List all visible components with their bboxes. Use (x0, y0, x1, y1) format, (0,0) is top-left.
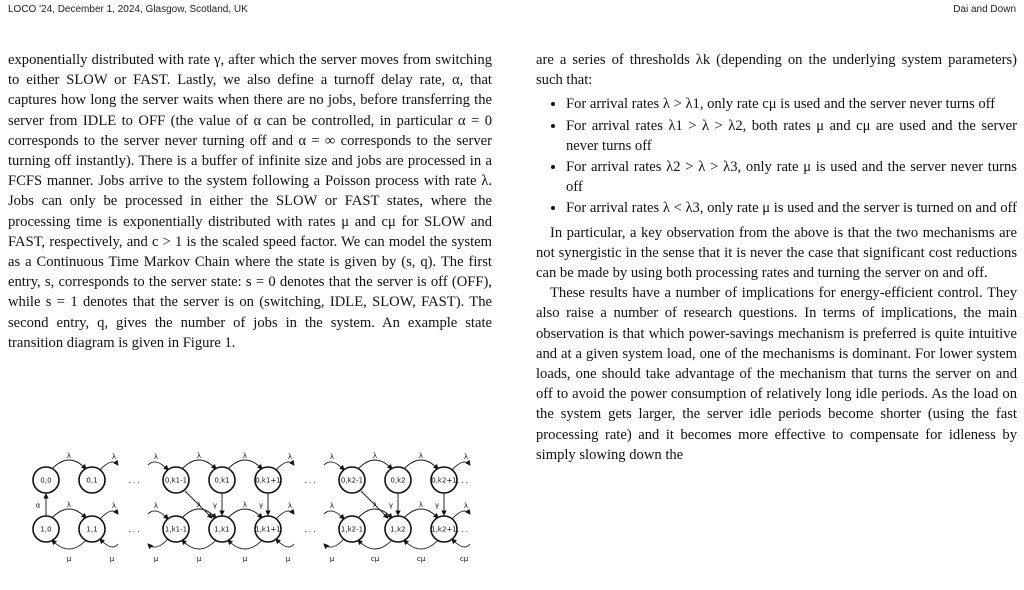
ellipsis: . . . (128, 477, 140, 485)
state-label: 1,0 (40, 525, 52, 534)
right-paragraph-2: These results have a number of implications for energy-efficient control. They also raise a number of research questions. In terms of implications, the main observation is that which power-savings mechanism is preferred is quite intuitive and at a given system load, one of the mechanisms is dominant. For lower system loads, one should take advantage of the mechanism that turns the server on and off to avoid the power consumption of relatively long idle periods. As the load on the system gets larger, the server idle periods become shorter (using the fast processing rate) and it becomes more effective to compensate for idleness by simply slowing down the (536, 285, 1017, 463)
switch-rate-label: γ (212, 501, 218, 510)
service-rate-label: μ (66, 555, 72, 563)
threshold-bullet-3: • For arrival rates λ2 > λ > λ3, only rate μ is used and the server never turns off (566, 157, 1017, 197)
right-column (536, 50, 1017, 465)
arrival-rate-label: λ (372, 452, 378, 460)
service-rate-label: cμ (416, 555, 426, 563)
service-rate-label: cμ (459, 555, 469, 563)
threshold-bullet-4: • For arrival rates λ < λ3, only rate μ is used and the server is turned on and off (566, 198, 1017, 218)
threshold-list (536, 94, 1017, 218)
state-label: 0,k1+1 (255, 476, 281, 485)
arrival-arrow (52, 460, 86, 469)
arrival-arrow (100, 462, 118, 470)
right-paragraph-1: In particular, a key observation from the above is that the two mechanisms are not synergistic in the sense that it is never the case that significant cost reductions can be made by using both processing rates and turning the server on and off. (536, 224, 1017, 282)
threshold-bullet-2: • For arrival rates λ1 > λ > λ2, both rates μ and cμ are used and the server never turns off (566, 116, 1017, 156)
service-rate-label: μ (153, 555, 159, 563)
venue-header: LOCO '24, December 1, 2024, Glasgow, Scotland, UK (8, 4, 248, 15)
arrival-rate-label: λ (111, 502, 117, 510)
arrival-rate-label: λ (242, 501, 248, 509)
switch-arrow (185, 491, 212, 518)
arrival-rate-label: λ (153, 502, 159, 510)
state-label: 0,k1-1 (164, 476, 188, 485)
state-label: 0,k1 (214, 476, 230, 485)
arrival-rate-label: λ (66, 452, 72, 460)
service-arrow (52, 540, 86, 549)
arrival-arrow (404, 509, 438, 518)
arrival-arrow (52, 509, 86, 518)
switch-rate-label: γ (258, 501, 264, 510)
arrival-rate-label: λ (196, 452, 202, 460)
arrival-arrow (324, 462, 344, 470)
service-arrow (452, 539, 470, 547)
arrival-rate-label: λ (372, 501, 378, 509)
switch-arrow (361, 491, 388, 518)
service-arrow (404, 540, 438, 549)
arrival-arrow (148, 462, 168, 470)
service-rate-label: μ (329, 555, 335, 563)
arrival-arrow (452, 462, 470, 470)
service-arrow (276, 539, 294, 547)
arrival-rate-label: λ (287, 502, 293, 510)
arrival-rate-label: λ (287, 453, 293, 461)
arrival-arrow (276, 511, 294, 519)
arrival-rate-label: λ (66, 501, 72, 509)
arrival-rate-label: λ (418, 452, 424, 460)
arrival-arrow (404, 460, 438, 469)
running-header (8, 4, 1016, 20)
service-rate-label: μ (196, 555, 202, 563)
ellipsis: . . . (304, 526, 316, 534)
service-arrow (182, 540, 216, 549)
arrival-arrow (276, 462, 294, 470)
ellipsis: . . . (128, 526, 140, 534)
threshold-bullet-1: • For arrival rates λ > λ1, only rate cμ is used and the server never turns off (566, 94, 1017, 114)
state-label: 1,1 (86, 525, 98, 534)
arrival-arrow (228, 460, 262, 469)
left-column (8, 50, 492, 353)
service-arrow (324, 539, 344, 547)
service-arrow (228, 540, 262, 549)
arrival-arrow (452, 511, 470, 519)
service-rate-label: μ (285, 555, 291, 563)
service-arrow (358, 540, 392, 549)
state-label: 1,k1 (214, 525, 230, 534)
turnoff-rate-label: α (35, 501, 41, 510)
service-rate-label: μ (242, 555, 248, 563)
arrival-rate-label: λ (418, 501, 424, 509)
ellipsis: . . . (456, 526, 468, 534)
state-label: 1,k2+1 (431, 525, 457, 534)
arrival-arrow (228, 509, 262, 518)
state-label: 1,k1-1 (164, 525, 188, 534)
arrival-rate-label: λ (153, 453, 159, 461)
state-label: 0,1 (86, 476, 98, 485)
diagram-svg (28, 443, 472, 581)
state-transition-diagram (28, 443, 472, 581)
service-rate-label: cμ (370, 555, 380, 563)
arrival-rate-label: λ (111, 453, 117, 461)
ellipsis: . . . (304, 477, 316, 485)
switch-rate-label: γ (434, 501, 440, 510)
arrival-arrow (358, 460, 392, 469)
arrival-arrow (182, 460, 216, 469)
arrival-arrow (100, 511, 118, 519)
ellipsis: . . . (456, 477, 468, 485)
right-intro: are a series of thresholds λk (depending on the underlying system parameters) such that: (536, 52, 1017, 89)
arrival-rate-label: λ (196, 501, 202, 509)
service-rate-label: μ (109, 555, 115, 563)
service-arrow (148, 539, 168, 547)
state-label: 0,k2+1 (431, 476, 457, 485)
left-paragraph: exponentially distributed with rate γ, after which the server moves from switching to either SLOW or FAST. Lastly, we also define a turnoff delay rate, α, that captures how long the server waits when there are no jobs, before transferring the server from IDLE to OFF (the value of α can be controlled, in particular α = 0 corresponds to the server never turning off and α = ∞ corresponds to the server turning off instantly). There is a buffer of infinite size and jobs are processed in a FCFS manner. Jobs arrive to the system following a Poisson process with rate λ. Jobs can only be processed in either the SLOW or FAST states, where the processing time is exponentially distributed with rates μ and cμ for SLOW and FAST, respectively, and c > 1 is the scaled speed factor. We can model the system as a Continuous Time Markov Chain where the state is given by (s, q). The first entry, s, corresponds to the server state: s = 0 denotes that the server is off (OFF), while s = 1 denotes that the server is on (switching, IDLE, SLOW, FAST). The second entry, q, gives the number of jobs in the system. An example state transition diagram is given in Figure 1. (8, 52, 492, 351)
arrival-rate-label: λ (463, 453, 469, 461)
state-label: 0,0 (40, 476, 52, 485)
arrival-arrow (148, 511, 168, 519)
service-arrow (100, 539, 118, 547)
state-label: 0,k2 (390, 476, 406, 485)
arrival-rate-label: λ (463, 502, 469, 510)
state-label: 1,k2-1 (340, 525, 364, 534)
arrival-arrow (324, 511, 344, 519)
arrival-rate-label: λ (329, 502, 335, 510)
switch-rate-label: γ (388, 501, 394, 510)
authors-header: Dai and Down (953, 4, 1016, 15)
arrival-rate-label: λ (329, 453, 335, 461)
state-label: 1,k2 (390, 525, 406, 534)
arrival-rate-label: λ (242, 452, 248, 460)
state-label: 0,k2-1 (340, 476, 364, 485)
state-label: 1,k1+1 (255, 525, 281, 534)
